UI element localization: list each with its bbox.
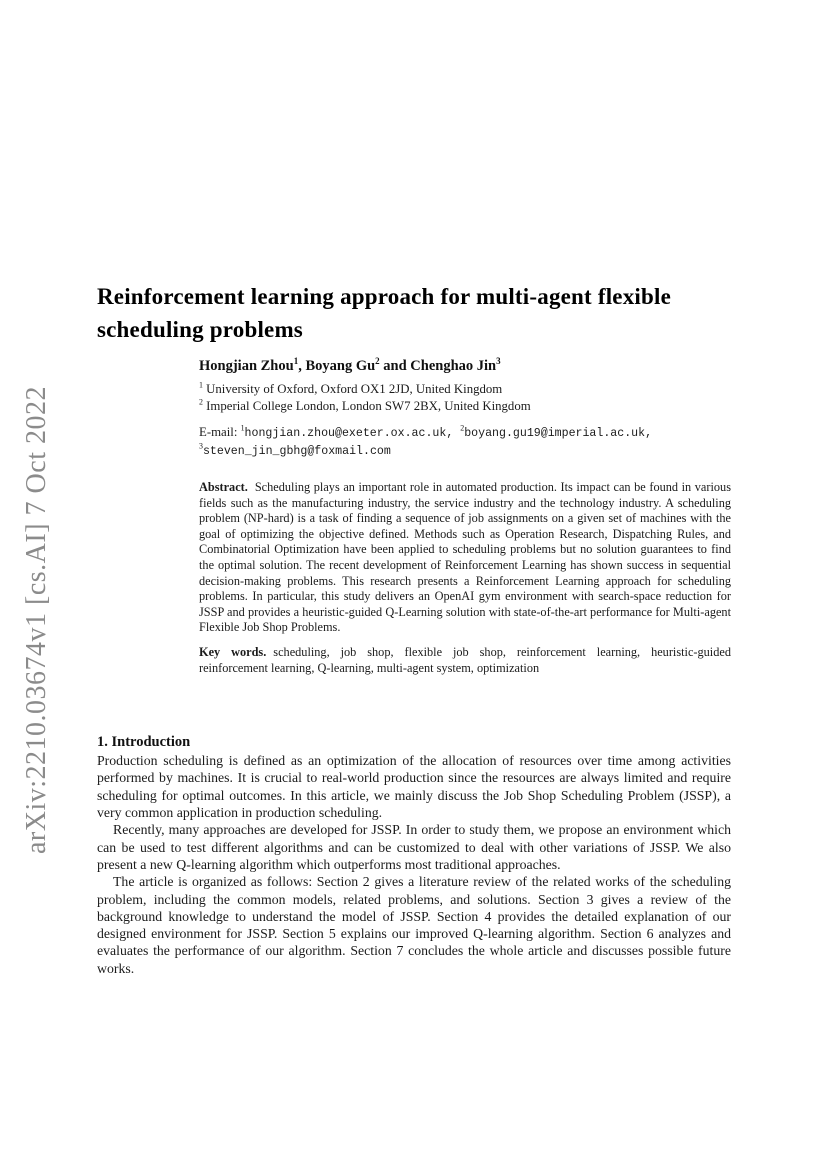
author-affiliation-marker: 1 [293,356,299,367]
front-matter [199,358,731,676]
keywords-label: Key words. [199,644,267,659]
authors-line [199,358,731,375]
affiliation-line [199,381,731,398]
author-name: , Boyang Gu [298,358,376,374]
email-marker: 3 [199,441,203,451]
author-affiliation-marker: 2 [375,356,380,367]
email-separator: , [446,427,461,440]
abstract [199,480,731,636]
introduction-paragraph: Recently, many approaches are developed for JSSP. In order to study them, we propose an environment which can be used to test different algorithms and can be customized to deal with other variations of JSSP. We also present a new Q-learning algorithm which outperforms most traditional approaches. [97,822,731,872]
author-name: Hongjian Zhou [199,358,294,374]
email-address: steven_jin_gbhg@foxmail.com [202,445,391,458]
email-address: boyang.gu19@imperial.ac.uk [464,427,646,440]
affiliation-line [199,398,731,415]
keywords [199,645,731,676]
email-marker: 1 [240,423,245,433]
affiliation-marker: 1 [199,380,203,390]
email-block [199,424,731,460]
affiliation-marker: 2 [199,397,203,407]
affiliation-text: Imperial College London, London SW7 2BX, United Kingdom [202,399,531,413]
paper-title: Reinforcement learning approach for multi-agent flexible scheduling problems [97,284,671,342]
email-separator: , [645,427,653,440]
paper-content [97,280,731,977]
email-marker: 2 [460,423,465,433]
introduction-paragraph: The article is organized as follows: Section 2 gives a literature review of the related works of the scheduling problem, including the common models, related problems, and solutions. Section 3 gives a review of the background knowledge to understand the model of JSSP. Section 4 provides the detailed explanation of our designed environment for JSSP. Section 5 explains our improved Q-learning algorithm. Section 6 analyzes and evaluates the performance of our algorithm. Section 7 concludes the whole article and discusses possible future works. [97,874,731,976]
keywords-text: scheduling, job shop, flexible job shop, reinforcement learning, heuristic-guided reinforcement learning, Q-learning, multi-agent system, optimization [199,644,731,675]
abstract-label: Abstract. [199,480,248,494]
abstract-text: Scheduling plays an important role in automated production. Its impact can be found in various fields such as the manufacturing industry, the service industry and the technology industry. A scheduling problem (NP-hard) is a task of finding a sequence of job assignments on a given set of machines with the goal of optimizing the objective defined. Methods such as Operation Research, Dispatching Rules, and Combinatorial Optimization have been applied to scheduling problems but no solution guarantees to find the optimal solution. The recent development of Reinforcement Learning has shown success in sequential decision-making problems. This research presents a Reinforcement Learning approach for scheduling problems. In particular, this study delivers an OpenAI gym environment with search-space reduction for JSSP and provides a heuristic-guided Q-Learning solution with state-of-the-art performance for Multi-agent Flexible Job Shop Problems. [199,480,731,635]
affiliation-text: University of Oxford, Oxford OX1 2JD, United Kingdom [202,382,503,396]
introduction-paragraph: Production scheduling is defined as an optimization of the allocation of resources over time among activities performed by machines. It is crucial to real-world production since the resources are always limited and require scheduling for optimal outcomes. In this article, we mainly discuss the Job Shop Scheduling Problem (JSSP), a very common application in production scheduling. [97,753,731,821]
author-name: and Chenghao Jin [379,358,497,374]
email-label: E-mail: [199,425,241,439]
section-heading-introduction: 1. Introduction [97,734,191,751]
author-affiliation-marker: 3 [496,356,501,367]
introduction-section [97,734,731,977]
email-address: hongjian.zhou@exeter.ox.ac.uk [244,427,447,440]
affiliations [199,381,731,415]
arxiv-watermark: arXiv:2210.03674v1 [cs.AI] 7 Oct 2022 [21,386,52,854]
